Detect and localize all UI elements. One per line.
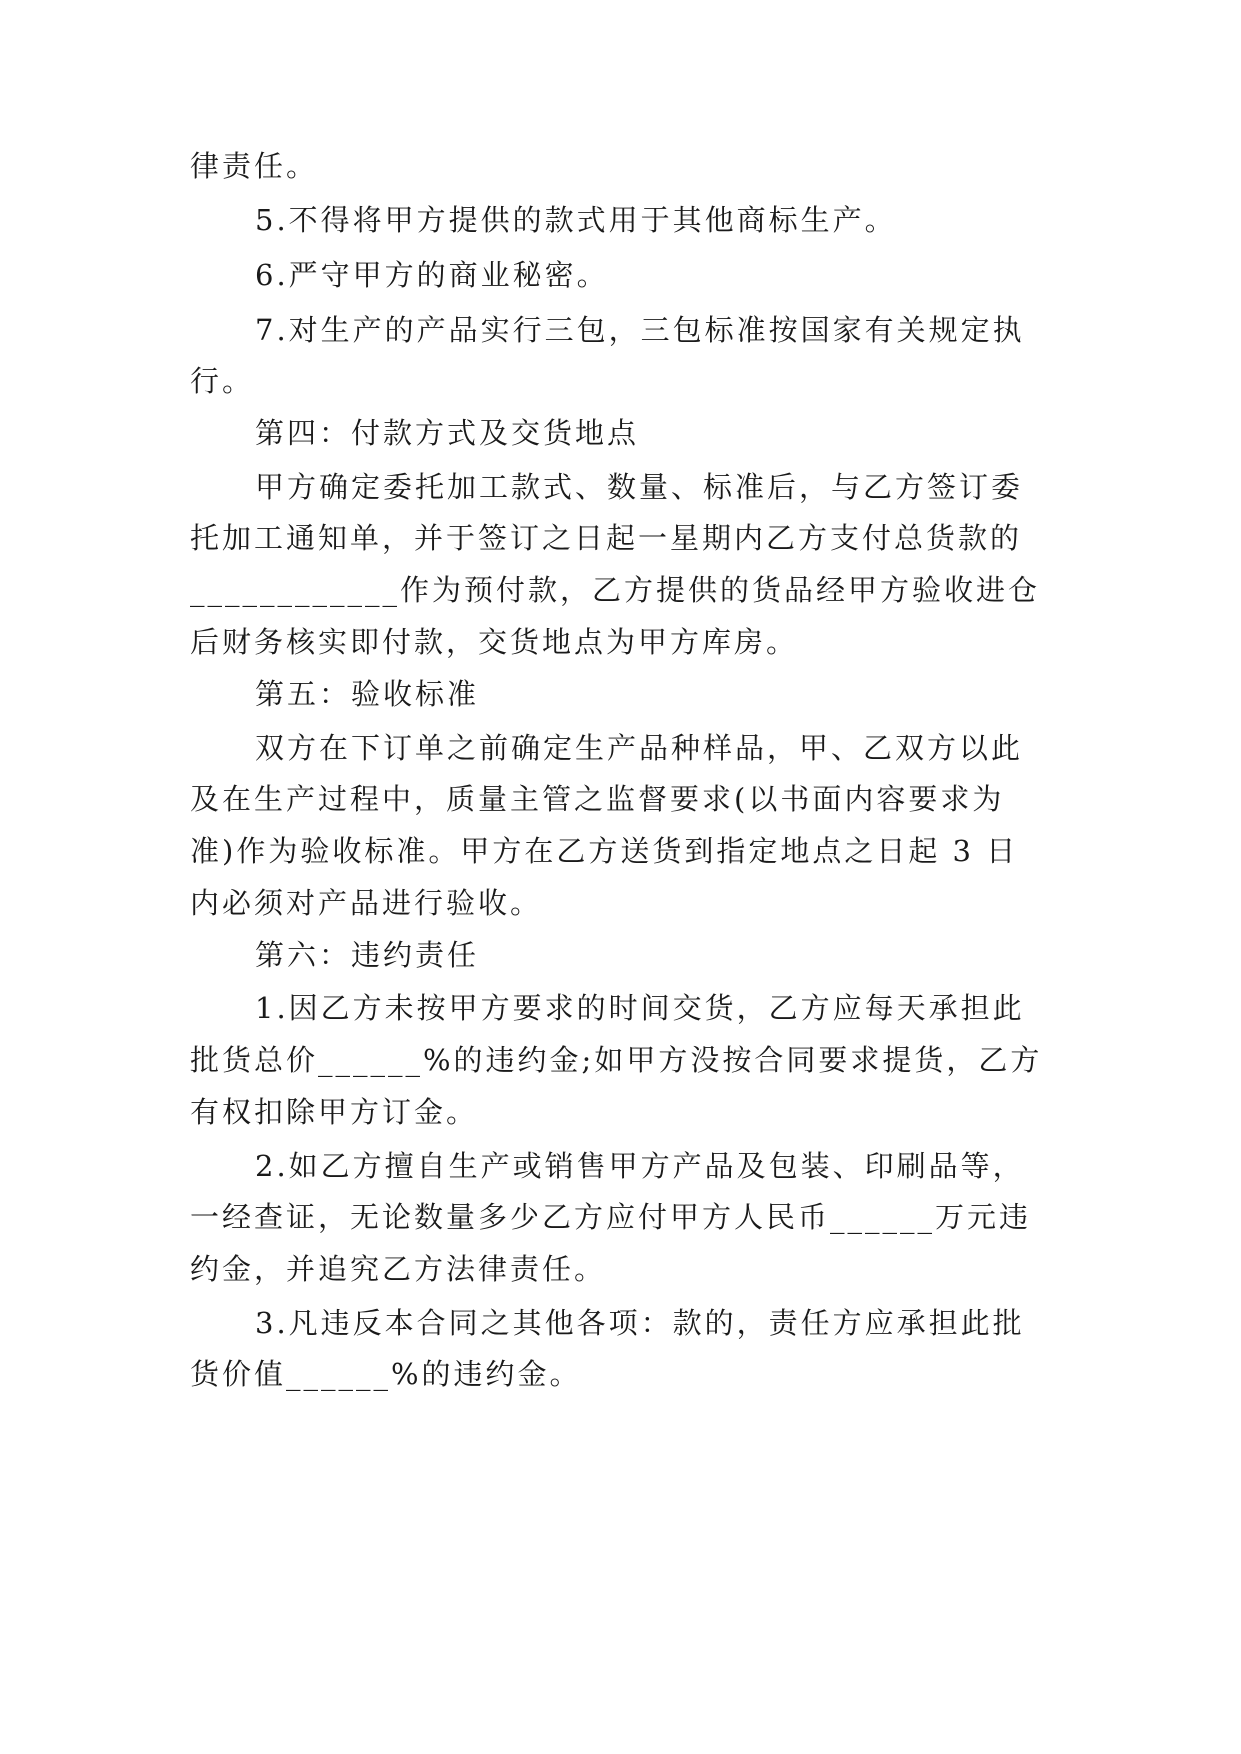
section-4-heading: 第四：付款方式及交货地点 — [255, 416, 640, 450]
section-4-body-line-3: ____________作为预付款，乙方提供的货品经甲方验收进仓 — [190, 573, 1041, 607]
section-4-body-line-4: 后财务核实即付款，交货地点为甲方库房。 — [190, 625, 799, 659]
penalty-3-line-1: 3.凡违反本合同之其他各项：款的，责任方应承担此批 — [255, 1306, 1025, 1340]
clause-7-line-2: 行。 — [190, 364, 255, 398]
penalty-3-line-2: 货价值______%的违约金。 — [190, 1357, 582, 1391]
section-5-heading: 第五：验收标准 — [255, 677, 480, 711]
penalty-1-line-3: 有权扣除甲方订金。 — [190, 1095, 479, 1129]
section-4-body-line-2: 托加工通知单，并于签订之日起一星期内乙方支付总货款的 — [190, 521, 1023, 555]
section-4-body-line-1: 甲方确定委托加工款式、数量、标准后，与乙方签订委 — [255, 470, 1024, 504]
section-5-body-line-2: 及在生产过程中，质量主管之监督要求(以书面内容要求为 — [190, 782, 1005, 816]
penalty-1-line-1: 1.因乙方未按甲方要求的时间交货，乙方应每天承担此 — [255, 991, 1025, 1025]
section-5-body-line-3: 准)作为验收标准。甲方在乙方送货到指定地点之日起 3 日 — [190, 834, 1019, 868]
text-line-1: 律责任。 — [190, 149, 319, 183]
section-5-body-line-1: 双方在下订单之前确定生产品种样品，甲、乙双方以此 — [255, 731, 1024, 765]
clause-7-line-1: 7.对生产的产品实行三包，三包标准按国家有关规定执 — [255, 313, 1025, 347]
penalty-1-line-2: 批货总价______%的违约金;如甲方没按合同要求提货，乙方 — [190, 1043, 1043, 1077]
penalty-2-line-1: 2.如乙方擅自生产或销售甲方产品及包装、印刷品等， — [255, 1149, 1025, 1183]
penalty-2-line-3: 约金，并追究乙方法律责任。 — [190, 1252, 607, 1286]
clause-5-line: 5.不得将甲方提供的款式用于其他商标生产。 — [255, 203, 897, 237]
section-6-heading: 第六：违约责任 — [255, 938, 480, 972]
clause-6-line: 6.严守甲方的商业秘密。 — [255, 258, 609, 292]
section-5-body-line-4: 内必须对产品进行验收。 — [190, 886, 543, 920]
penalty-2-line-2: 一经查证，无论数量多少乙方应付甲方人民币______万元违 — [190, 1200, 1032, 1234]
